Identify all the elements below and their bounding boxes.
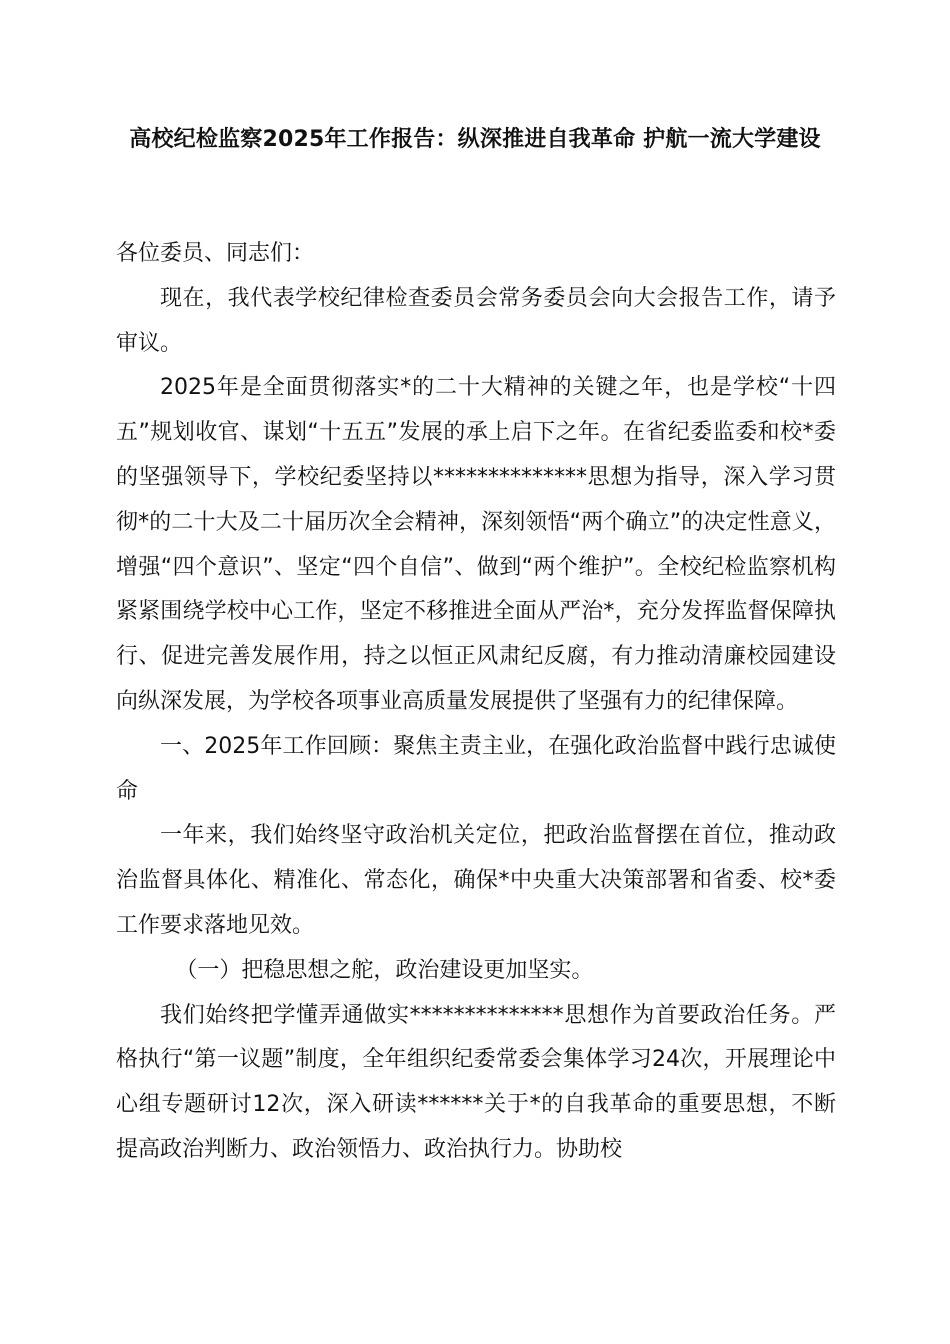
paragraph-background: 2025年是全面贯彻落实*的二十大精神的关键之年，也是学校“十四五”规划收官、谋划“十五五”发展的承上启下之年。在省纪委监委和校*委的坚强领导下，学校纪委坚持以**************思想为指导，深入学习贯彻*的二十大及二十届历次全会精神，深刻领悟“两个确立”的决定性意义，增强“四个意识”、坚定“四个自信”、做到“两个维护”。全校纪检监察机构紧紧围绕学校中心工作，坚定不移推进全面从严治*，充分发挥监督保障执行、促进完善发展作用，持之以恒正风肃纪反腐，有力推动清廉校园建设向纵深发展，为学校各项事业高质量发展提供了坚强有力的纪律保障。 xyxy=(116,375,836,714)
paragraph-subsection-body: 我们始终把学懂弄通做实**************思想作为首要政治任务。严格执行“第一议题”制度，全年组织纪委常委会集体学习24次，开展理论中心组专题研讨12次，深入研读******关于*的自我革命的重要思想，不断提高政治判断力、政治领悟力、政治执行力。协助校 xyxy=(116,1002,836,1162)
subsection-heading: （一）把稳思想之舵，政治建设更加坚实。 xyxy=(175,957,594,983)
paragraph-section-intro: 一年来，我们始终坚守政治机关定位，把政治监督摆在首位，推动政治监督具体化、精准化、常态化，确保*中央重大决策部署和省委、校*委工作要求落地见效。 xyxy=(116,823,836,938)
salutation: 各位委员、同志们： xyxy=(116,241,315,266)
section-heading: 一、2025年工作回顾：聚焦主责主业，在强化政治监督中践行忠诚使命 xyxy=(116,733,836,804)
document-title: 高校纪检监察2025年工作报告：纵深推进自我革命 护航一流大学建设 xyxy=(129,127,821,152)
document-body xyxy=(116,232,836,1173)
paragraph-opening: 现在，我代表学校纪律检查委员会常务委员会向大会报告工作，请予审议。 xyxy=(116,285,836,356)
